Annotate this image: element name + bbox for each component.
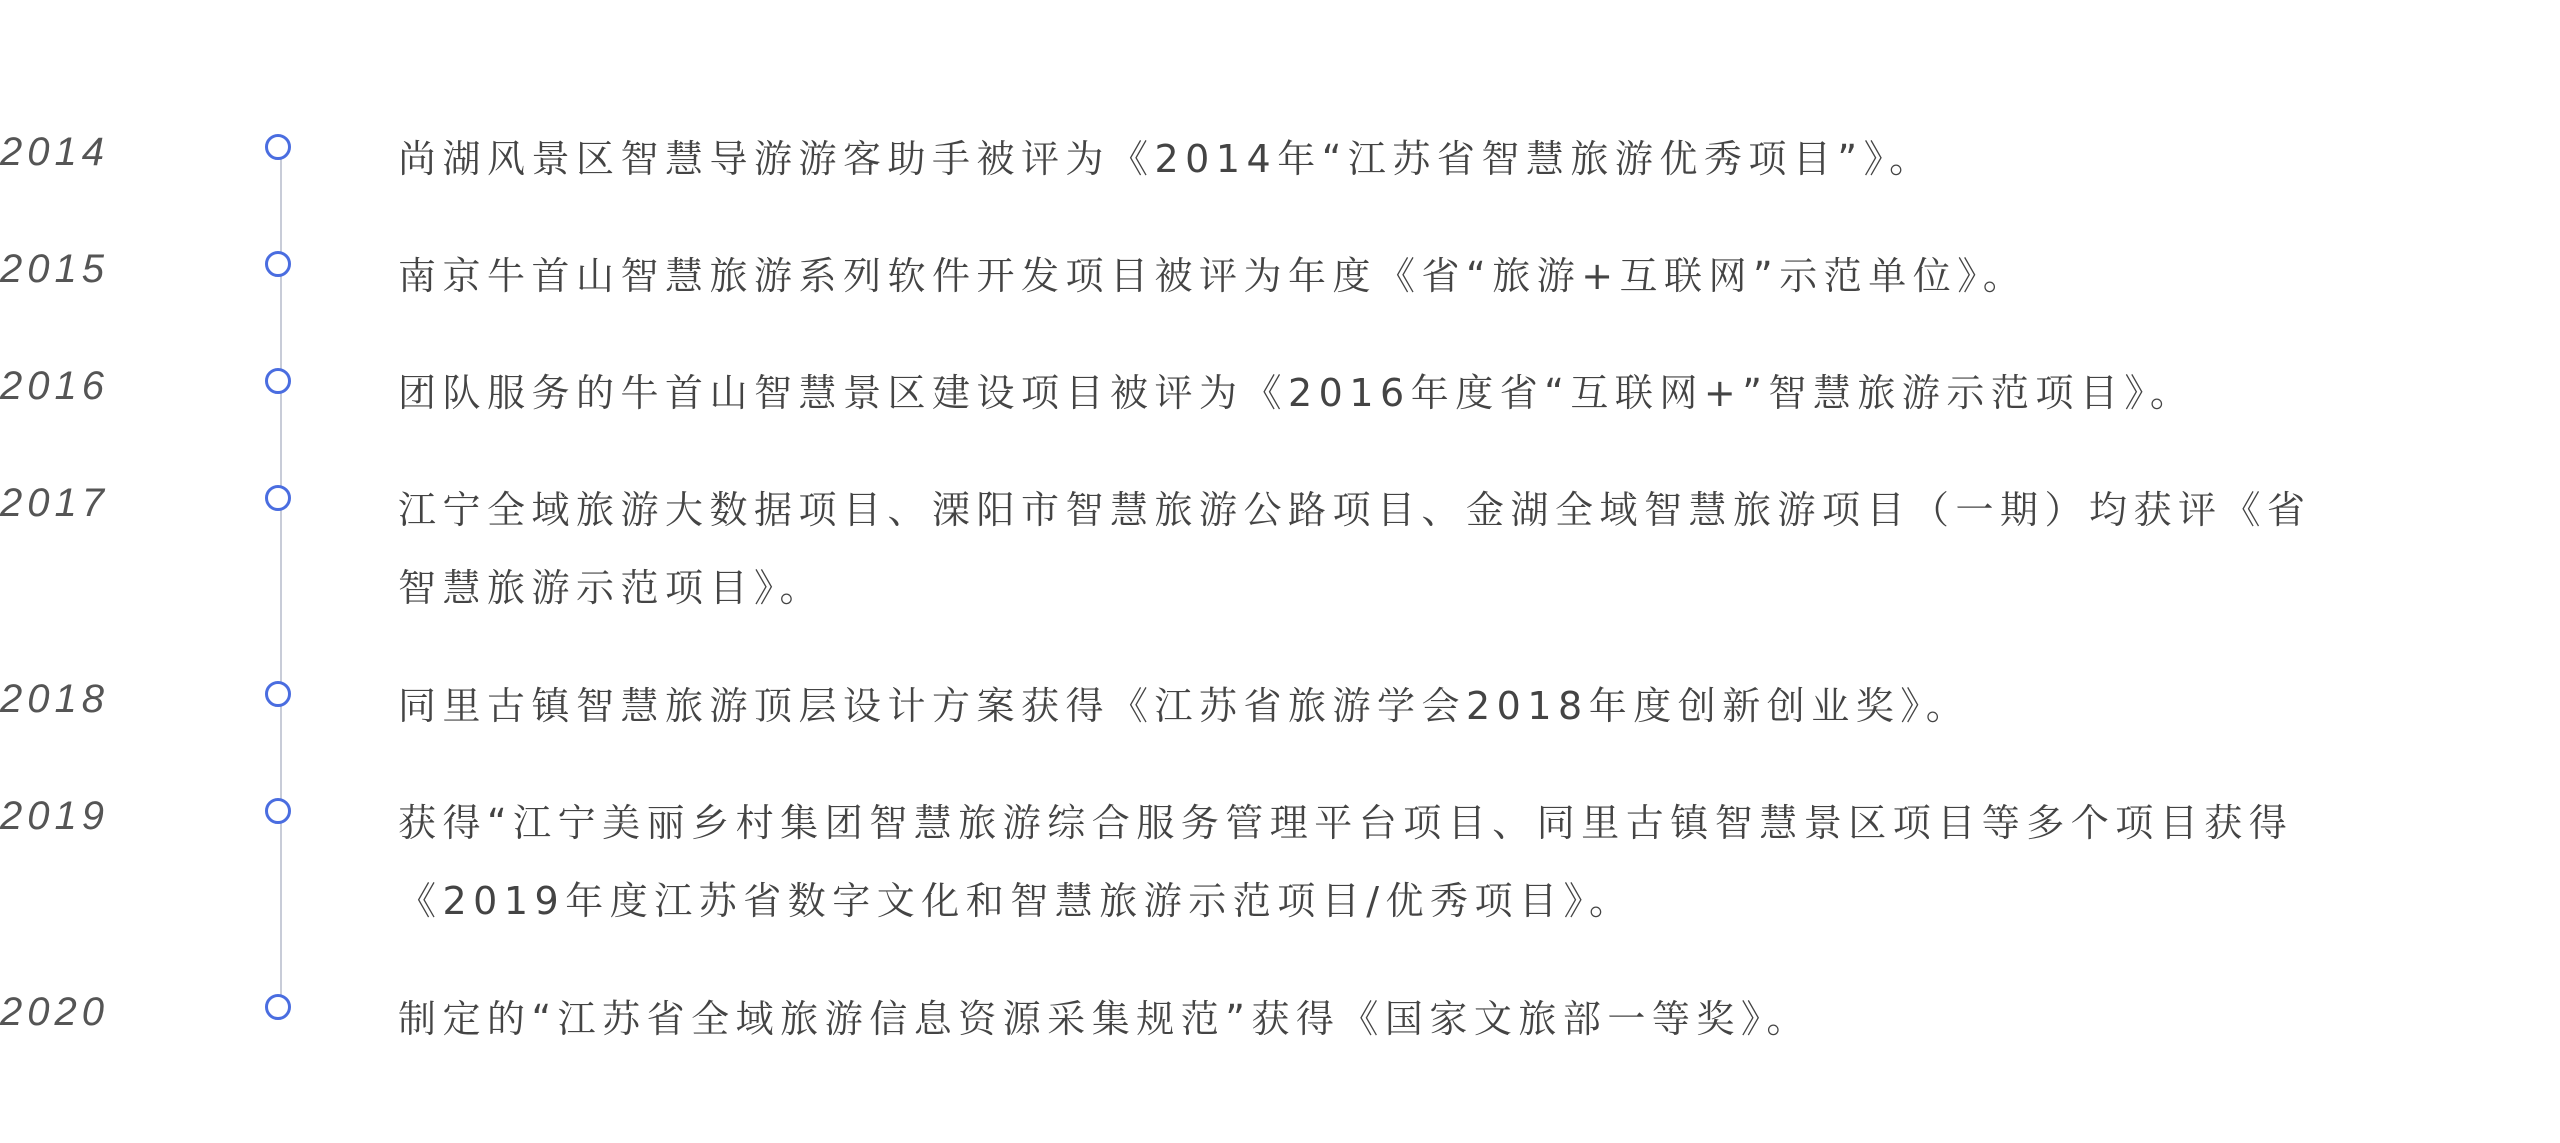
entry-year: 2017: [0, 481, 109, 525]
timeline-dot-icon: [265, 485, 291, 511]
entry-description: 江宁全域旅游大数据项目、溧阳市智慧旅游公路项目、金湖全域智慧旅游项目（一期）均获评《省智慧旅游示范项目》。: [398, 488, 2312, 610]
timeline-line: [280, 150, 282, 1005]
timeline-dot-icon: [265, 134, 291, 160]
entry-description: 同里古镇智慧旅游顶层设计方案获得《江苏省旅游学会2018年度创新创业奖》。: [398, 684, 1971, 728]
timeline-dot-icon: [265, 251, 291, 277]
timeline-dot-icon: [265, 798, 291, 824]
entry-year: 2016: [0, 364, 109, 408]
entry-year: 2018: [0, 677, 109, 721]
entry-description: 获得“江宁美丽乡村集团智慧旅游综合服务管理平台项目、同里古镇智慧景区项目等多个项目获得《2019年度江苏省数字文化和智慧旅游示范项目/优秀项目》。: [398, 801, 2294, 923]
timeline-dot-icon: [265, 994, 291, 1020]
entry-year: 2020: [0, 990, 109, 1034]
entry-description: 团队服务的牛首山智慧景区建设项目被评为《2016年度省“互联网+”智慧旅游示范项目》。: [398, 371, 2195, 415]
entry-year: 2019: [0, 794, 109, 838]
entry-description: 南京牛首山智慧旅游系列软件开发项目被评为年度《省“旅游+互联网”示范单位》。: [398, 254, 2028, 298]
timeline-dot-icon: [265, 368, 291, 394]
entry-description: 制定的“江苏省全域旅游信息资源采集规范”获得《国家文旅部一等奖》。: [398, 997, 1811, 1041]
entry-year: 2015: [0, 247, 109, 291]
entry-year: 2014: [0, 130, 109, 174]
entry-description: 尚湖风景区智慧导游游客助手被评为《2014年“江苏省智慧旅游优秀项目”》。: [398, 137, 1934, 181]
timeline-dot-icon: [265, 681, 291, 707]
